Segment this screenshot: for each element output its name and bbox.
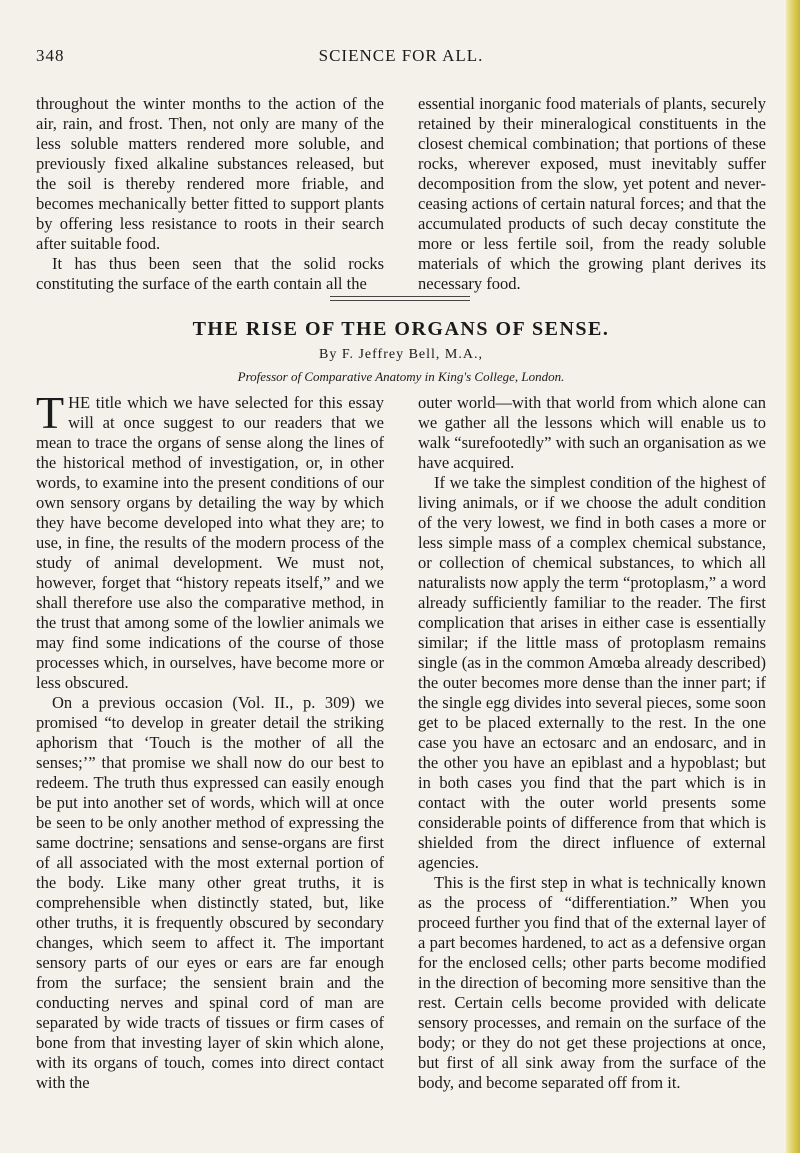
page-edge-stain (786, 0, 800, 1153)
article-affiliation: Professor of Comparative Anatomy in King's College, London. (237, 369, 565, 384)
paragraph: throughout the winter months to the action of the air, rain, and frost. Then, not only are many of the less soluble matters rendered more soluble, and previously fixed alkaline substances released, but the soil is thereby rendered more friable, and becomes mechanically better fitted to support plants by offering less resistance to roots in their search after suitable food. (36, 94, 384, 253)
article-right-column (418, 393, 766, 1093)
article-left-column (36, 387, 384, 1093)
paragraph: On a previous occasion (Vol. II., p. 309) we promised “to develop in greater detail the striking aphorism that ‘Touch is the mother of all the senses;’” that promise we shall now do our best to redeem. The truth thus expressed can easily enough be put into another set of words, which will at once be seen to be only another method of expressing the same doctrine; sensations and sense-organs are first of all associated with the most external portion of the body. Like many other great truths, it is comprehensible when distinctly stated, but, like other truths, it is frequently obscured by secondary changes, which seem to affect it. The important sensory parts of our eyes or ears are far enough from the surface; the sensient brain and the conducting nerves and spinal cord of man are separated by wide tracts of tissues or firm cases of bone from that investing layer of skin which alone, with its organs of touch, comes into direct contact with the (36, 693, 384, 1092)
paragraph: If we take the simplest condition of the highest of living animals, or if we choose the adult condition of the very lowest, we find in both cases a more or less simple mass of a complex chemical substance, or collection of chemical substances, to which all naturalists now apply the term “protoplasm,” a word already sufficiently familiar to the reader. The first complication that arises in either case is essentially similar; if the little mass of protoplasm remains single (as in the common Amœba already described) the outer becomes more dense than the inner part; if the single egg divides into several pieces, some soon get to be placed externally to the rest. In the one case you have an ectosarc and an endosarc, and in the other you have an epiblast and a hypoblast; but in both cases you find that the part which is in contact with the outer world presents some considerable points of difference from that which is shielded from the direct influence of external agencies. (418, 473, 766, 872)
paragraph (36, 387, 384, 693)
page-header (36, 46, 766, 70)
section-rule (330, 296, 470, 297)
preceding-article-right-column (418, 94, 766, 294)
section-rule (330, 300, 470, 301)
page-number: 348 (36, 46, 65, 65)
preceding-article-left-column (36, 94, 384, 294)
running-title: SCIENCE FOR ALL. (318, 46, 484, 65)
drop-cap: T (36, 387, 65, 438)
article-author: By F. Jeffrey Bell, M.A., (318, 347, 483, 362)
article-title: THE RISE OF THE ORGANS OF SENSE. (192, 318, 610, 340)
paragraph: This is the first step in what is technically known as the process of “differentiation.” When you proceed further you find that of the external layer of a part becomes hardened, to act as a defensive organ for the enclosed cells; other parts become modified in the direction of becoming more sensitive than the rest. Certain cells become provided with delicate sensory processes, and remain on the surface of the body; or they do not get these projections at once, but first of all sink away from the surface of the body, and become separated off from it. (418, 873, 766, 1092)
paragraph: outer world—with that world from which alone can we gather all the lessons which will enable us to walk “surefootedly” with such an organisation as we have acquired. (418, 393, 766, 472)
paragraph: It has thus been seen that the solid rocks constituting the surface of the earth contain all the (36, 254, 384, 293)
paragraph: essential inorganic food materials of plants, securely retained by their mineralogical constituents in the closest chemical combination; that portions of these rocks, wherever exposed, must inevitably suffer decomposition from the slow, yet potent and never-ceasing actions of certain natural forces; and that the accumulated products of such decay constitute the more or less fertile soil, from the ready soluble materials of which the growing plant derives its necessary food. (418, 94, 766, 293)
paragraph-text: HE title which we have selected for this essay will at once suggest to our readers that we mean to trace the organs of sense along the lines of the historical method of investigation, or, in other words, to examine into the present conditions of our own sensory organs by detailing the way by which they have become developed into what they are; to use, in fine, the results of the modern process of the study of animal development. We must not, however, forget that “history repeats itself,” and we shall therefore use also the comparative method, in the trust that among some of the lowlier animals we may find some indications of the course of those processes which, in ourselves, have become more or less obscured. (36, 393, 384, 692)
